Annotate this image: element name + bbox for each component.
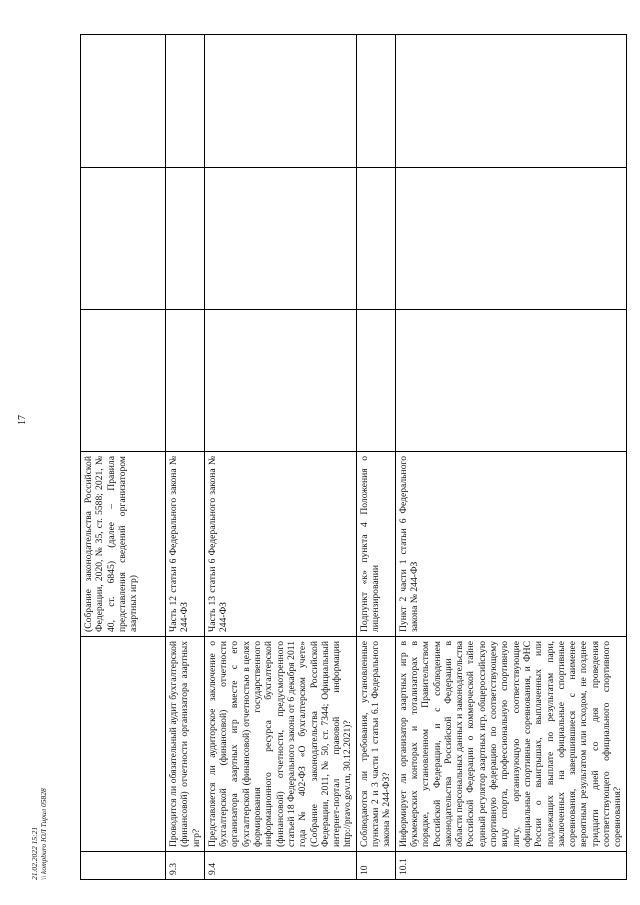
row-number: 10.1 [395, 852, 626, 880]
requisites-cell: Пункт 2 части 1 статьи 6 Федерального закона № 244-ФЗ [395, 452, 626, 637]
notes-cell [166, 35, 205, 168]
notes-cell [81, 35, 166, 168]
document-footer [30, 788, 48, 880]
notes-cell [356, 35, 395, 168]
answer-no-cell [81, 168, 166, 310]
answer-no-cell [356, 168, 395, 310]
answer-no-cell [166, 168, 205, 310]
notes-cell [395, 35, 626, 168]
question-cell: Информирует ли организатор азартных игр в букмекерских конторах и тотализаторах в порядке, установленном Правительством Российской Федерации, и с соблюдением законодательства Российской Федерации в области персональных данных и законодательства Российской Федерации о коммерческой тайне единый регулятор азартных игр, общероссийскую спортивную федерацию по соответствующему виду спорта, профессиональную спортивную лигу, организующую соответствующие официальные спортивные соревнования, и ФНС России о выигрышах, выплаченных или подлежащих выплате по результатам пари, заключенных на официальные спортивные соревнования, завершившиеся с наименее вероятным результатом или исходом, не позднее тридцати дней со дня проведения соответствующего официального спортивного соревнования? [395, 637, 626, 852]
checklist-table [80, 34, 627, 880]
requisites-cell: Часть 13 статьи 6 Федерального закона № 244-ФЗ [204, 452, 356, 637]
answer-yes-cell [204, 310, 356, 452]
question-cell: Соблюдаются ли требования, установленные пунктами 2 и 3 части 1 статьи 6.1 Федерального закона № 244-ФЗ? [356, 637, 395, 852]
table-row [356, 35, 395, 880]
requisites-cell: (Собрание законодательства Российской Федерации, 2020, № 35, ст. 5588; 2021, № 40, ст. 6845) (далее – Правила представления сведений организатором азартных игр) [81, 452, 166, 637]
answer-no-cell [204, 168, 356, 310]
table-row [81, 35, 166, 880]
answer-yes-cell [81, 310, 166, 452]
row-number [81, 852, 166, 880]
footer-path: \\ kompburo ЮЛ Тирил 05828 [39, 788, 48, 880]
row-number: 10 [356, 852, 395, 880]
requisites-cell: Подпункт «к» пункта 4 Положения о лицензировании [356, 452, 395, 637]
answer-yes-cell [395, 310, 626, 452]
answer-yes-cell [166, 310, 205, 452]
table-row [166, 35, 205, 880]
question-cell: Представляется ли аудиторское заключение о бухгалтерской (финансовой) отчетности организатора азартных игр вместе с его бухгалтерской (финансовой) отчетностью в целях формирования государственного информационного ресурса бухгалтерской (финансовой) отчетности, предусмотренного статьей 18 Федерального закона от 6 декабря 2011 года № 402-ФЗ «О бухгалтерском учете» (Собрание законодательства Российской Федерации, 2011, № 50, ст. 7344; Официальный интернет-портал правовой информации http://pravo.gov.ru, 30.12.2021)? [204, 637, 356, 852]
page-number: 17 [17, 415, 28, 425]
row-number: 9.3 [166, 852, 205, 880]
question-cell [81, 637, 166, 852]
answer-no-cell [395, 168, 626, 310]
table-row [395, 35, 626, 880]
table-row [204, 35, 356, 880]
answer-yes-cell [356, 310, 395, 452]
requisites-cell: Часть 12 статьи 6 Федерального закона № 244-ФЗ [166, 452, 205, 637]
notes-cell [204, 35, 356, 168]
question-cell: Проводится ли обязательный аудит бухгалтерской (финансовой) отчетности организатора азартных игр? [166, 637, 205, 852]
footer-timestamp: 21.02.2022 15:21 [30, 826, 39, 880]
rotated-table-wrapper [80, 35, 624, 880]
row-number: 9.4 [204, 852, 356, 880]
